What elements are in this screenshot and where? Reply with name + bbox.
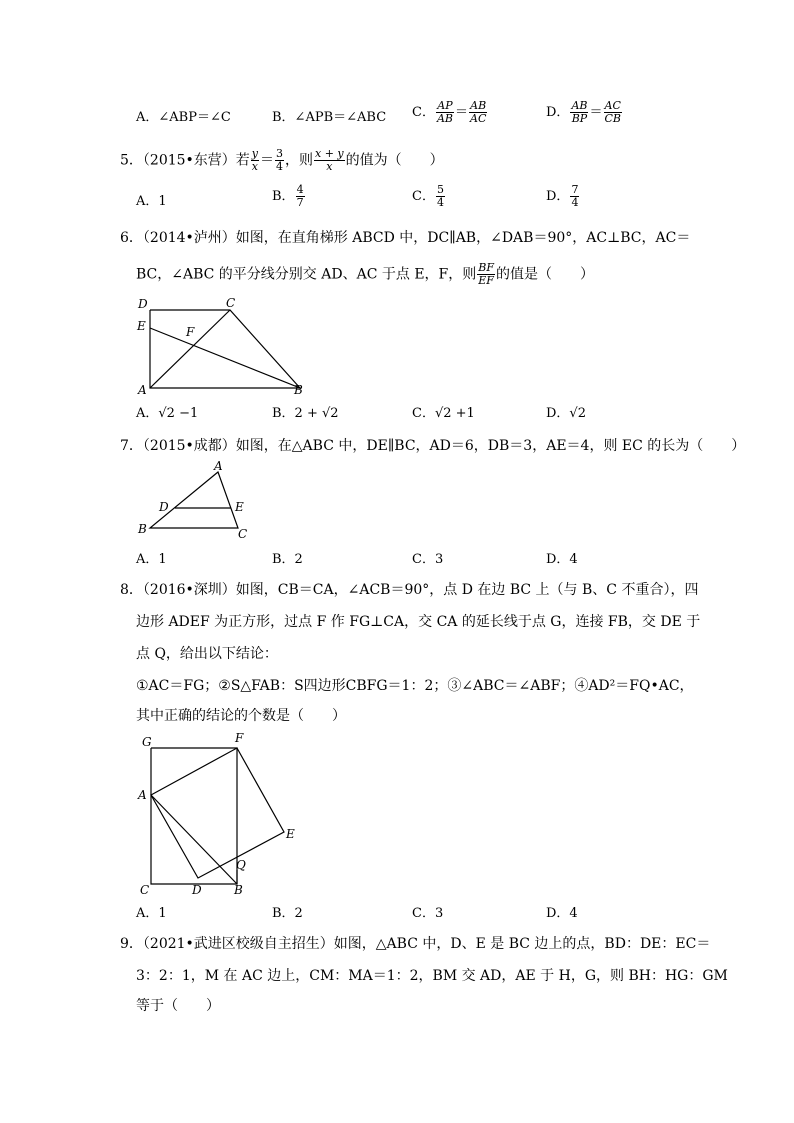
q9-stem-line3: 等于（ ）	[136, 998, 220, 1014]
q6-label-b: B	[294, 383, 303, 397]
q7-label-c: C	[238, 527, 248, 541]
q8-label-b: B	[234, 883, 243, 897]
q6-trapezoid	[150, 310, 300, 388]
q7-stem: 7．（2015•成都）如图，在△ABC 中，DE∥BC，AD＝6，DB＝3，AE＝4，则 EC 的长为（ ）	[120, 438, 746, 454]
q6-figure	[130, 292, 310, 402]
q7-figure	[130, 460, 260, 542]
q8-stem-line5: 其中正确的结论的个数是（ ）	[136, 708, 346, 724]
q4-option-c: C． $\frac{AP}{AB}$ ＝ $\frac{AB}{AC}$	[412, 99, 487, 125]
q8-stem-line1: 8．（2016•深圳）如图，CB＝CA，∠ACB＝90°，点 D 在边 BC 上（与 B、C 不重合），四	[120, 582, 699, 598]
q8-label-c: C	[140, 883, 150, 897]
q8-option-c: C．3	[412, 906, 444, 921]
q6-stem-line2: BC，∠ABC 的平分线分别交 AD、AC 于点 E，F，则 $\frac{BF}{EF}$ 的值是（ ）	[136, 261, 594, 287]
q5-stem: 5．（2015•东营）若 $\frac{y}{x}$ ＝ $\frac{3}{4}$ ，则 $\frac{x + y}{x}$ 的值为（ ）	[120, 147, 444, 173]
q6-option-b: B．2 + √2	[272, 406, 339, 421]
q6-option-c: C．√2 +1	[412, 406, 475, 421]
q8-square-adef	[151, 748, 284, 878]
q7-label-b: B	[138, 522, 147, 536]
q8-option-b: B．2	[272, 906, 303, 921]
q4-option-b: B．∠APB＝∠ABC	[272, 110, 387, 125]
q4-option-a: A．∠ABP＝∠C	[136, 110, 231, 125]
q7-option-d: D．4	[546, 552, 578, 567]
q9-stem-line2: 3：2：1，M 在 AC 边上，CM：MA＝1：2，BM 交 AD，AE 于 H，G，则 BH：HG：GM	[136, 968, 728, 984]
q6-label-c: C	[226, 296, 236, 310]
q4-option-d: D． $\frac{AB}{BP}$ ＝ $\frac{AC}{CB}$	[546, 99, 621, 125]
q6-stem-line1: 6．（2014•泸州）如图，在直角梯形 ABCD 中，DC∥AB，∠DAB＝90°，AC⊥BC，AC＝	[120, 230, 691, 246]
q6-option-a: A．√2 −1	[136, 406, 199, 421]
q8-stem-line3: 点 Q，给出以下结论：	[136, 646, 278, 662]
q7-label-a: A	[214, 460, 223, 473]
q8-label-a: A	[138, 788, 147, 802]
q6-label-d: D	[138, 297, 148, 311]
q6-line-ac	[150, 310, 230, 388]
q8-label-e: E	[286, 827, 295, 841]
q8-label-f: F	[235, 731, 244, 745]
q5-option-a: A．1	[136, 194, 167, 209]
q6-line-be	[150, 328, 300, 388]
q7-option-c: C．3	[412, 552, 444, 567]
q8-label-g: G	[142, 735, 152, 749]
q6-label-e: E	[137, 319, 146, 333]
q7-label-e: E	[235, 500, 244, 514]
q7-option-b: B．2	[272, 552, 303, 567]
q7-label-d: D	[159, 500, 169, 514]
q8-label-d: D	[192, 883, 202, 897]
q8-label-q: Q	[236, 858, 246, 872]
q5-option-c: C． $\frac{5}{4}$	[412, 183, 444, 209]
q5-option-d: D． $\frac{7}{4}$	[546, 183, 579, 209]
q8-stem-line4: ①AC＝FG；②S△FAB：S四边形CBFG＝1：2；③∠ABC＝∠ABF；④AD²＝FQ•AC，	[136, 678, 694, 694]
q8-figure	[134, 728, 304, 900]
q6-label-f: F	[186, 325, 195, 339]
q8-option-a: A．1	[136, 906, 167, 921]
q8-stem-line2: 边形 ADEF 为正方形，过点 F 作 FG⊥CA，交 CA 的延长线于点 G，连接 FB，交 DE 于	[136, 614, 701, 630]
q9-stem-line1: 9．（2021•武进区校级自主招生）如图，△ABC 中，D、E 是 BC 边上的点，BD：DE：EC＝	[120, 936, 711, 952]
q6-label-a: A	[138, 383, 147, 397]
q8-option-d: D．4	[546, 906, 578, 921]
q7-option-a: A．1	[136, 552, 167, 567]
q6-option-d: D．√2	[546, 406, 586, 421]
q5-option-b: B． $\frac{4}{7}$	[272, 183, 304, 209]
